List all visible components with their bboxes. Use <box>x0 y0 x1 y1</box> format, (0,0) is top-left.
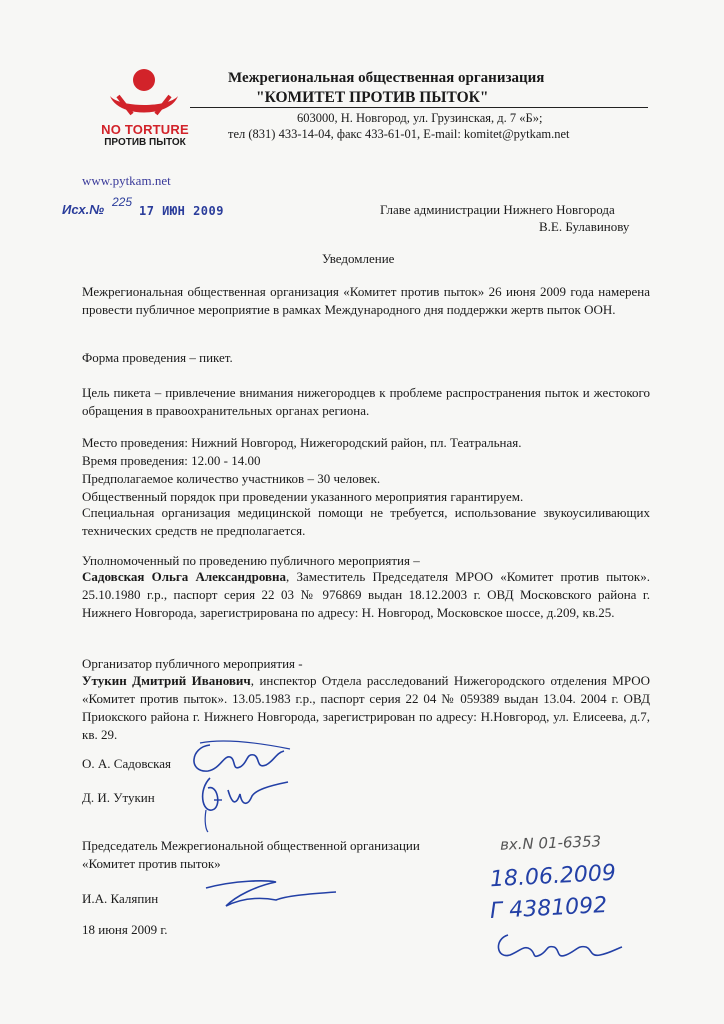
signatory-kalyapin: И.А. Каляпин <box>82 891 159 906</box>
chair-title-line2: «Комитет против пыток» <box>82 856 221 871</box>
place-line: Место проведения: Нижний Новгород, Нижегородский район, пл. Театральная. <box>82 435 522 450</box>
header-divider <box>190 107 648 108</box>
signatory-utukin: Д. И. Утукин <box>82 790 155 805</box>
incoming-code-handwritten: Г 4381092 <box>489 892 608 925</box>
authorized-paragraph <box>82 568 650 622</box>
receiver-signature-icon <box>490 925 630 965</box>
organizer-name: Утукин Дмитрий Иванович <box>82 673 251 688</box>
org-contacts: тел (831) 433-14-04, факс 433-61-01, E-mail: komitet@pytkam.net <box>228 127 570 141</box>
organizer-heading: Организатор публичного мероприятия - <box>82 656 303 671</box>
organizer-paragraph <box>82 672 650 744</box>
participants-line: Предполагаемое количество участников – 30 человек. <box>82 471 381 486</box>
document-title: Уведомление <box>322 251 395 266</box>
authorized-name: Садовская Ольга Александровна <box>82 569 287 584</box>
website-link[interactable]: www.pytkam.net <box>82 173 171 188</box>
logo-text-en: NO TORTURE <box>101 122 189 137</box>
outgoing-label: Исх.№ <box>62 202 105 217</box>
signatory-sadovskaya: О. А. Садовская <box>82 756 172 771</box>
org-name-line2: "КОМИТЕТ ПРОТИВ ПЫТОК" <box>256 89 489 106</box>
incoming-date-handwritten: 18.06.2009 <box>489 860 617 893</box>
org-address: 603000, Н. Новгород, ул. Грузинская, д. 7 «Б»; <box>297 111 543 125</box>
signature-kalyapin-icon <box>196 876 346 916</box>
signature-utukin-icon <box>188 770 298 834</box>
org-name-line1: Межрегиональная общественная организация <box>228 70 545 86</box>
authorized-heading: Уполномоченный по проведению публичного мероприятия – <box>82 553 420 568</box>
logo-text-ru: ПРОТИВ ПЫТОК <box>104 137 186 148</box>
medical-paragraph: Специальная организация медицинской помощи не требуется, использование звукоусиливающих технических средств не предполагается. <box>82 505 650 538</box>
outgoing-date-stamp: 17 ИЮН 2009 <box>139 204 224 218</box>
goal-paragraph: Цель пикета – привлечение внимания нижегородцев к проблеме распространения пыток и жестокого обращения в правоохранительных органах региона. <box>82 385 650 418</box>
incoming-number-handwritten: вх.N 01-6353 <box>499 832 602 854</box>
addressee-line2: В.Е. Булавинову <box>539 219 630 234</box>
outgoing-number: 225 <box>112 195 133 209</box>
organizer-details: , инспектор Отдела расследований Нижегородского отделения МРОО «Комитет против пыток». 13.05.1983 г.р., паспорт серия 22 04 № 059389 выдан 13.04. 2004 г. ОВД Приокского района г. Нижнего Новгорода, зарегистрирован по адресу: Н.Новгород, ул. Елисеева, д.7, кв. 29. <box>82 673 650 742</box>
order-line: Общественный порядок при проведении указанного мероприятия гарантируем. <box>82 489 524 504</box>
time-line: Время проведения: 12.00 - 14.00 <box>82 453 261 468</box>
form-line: Форма проведения – пикет. <box>82 350 233 365</box>
addressee-line1: Главе администрации Нижнего Новгорода <box>380 202 615 217</box>
chair-title-line1: Председатель Межрегиональной общественной организации <box>82 838 420 853</box>
signing-date: 18 июня 2009 г. <box>82 922 168 937</box>
intro-paragraph: Межрегиональная общественная организация «Комитет против пыток» 26 июня 2009 года намерена провести публичное мероприятие в рамках Международного дня поддержки жертв пыток ООН. <box>82 284 650 317</box>
authorized-details: , Заместитель Председателя МРОО «Комитет против пыток». 25.10.1980 г.р., паспорт серия 22 03 № 976869 выдан 18.12.2003 г. ОВД Московского района г. Нижнего Новгорода, зарегистрирована по адресу: Н. Новгород, Московское шоссе, д.209, кв.25. <box>82 569 650 620</box>
